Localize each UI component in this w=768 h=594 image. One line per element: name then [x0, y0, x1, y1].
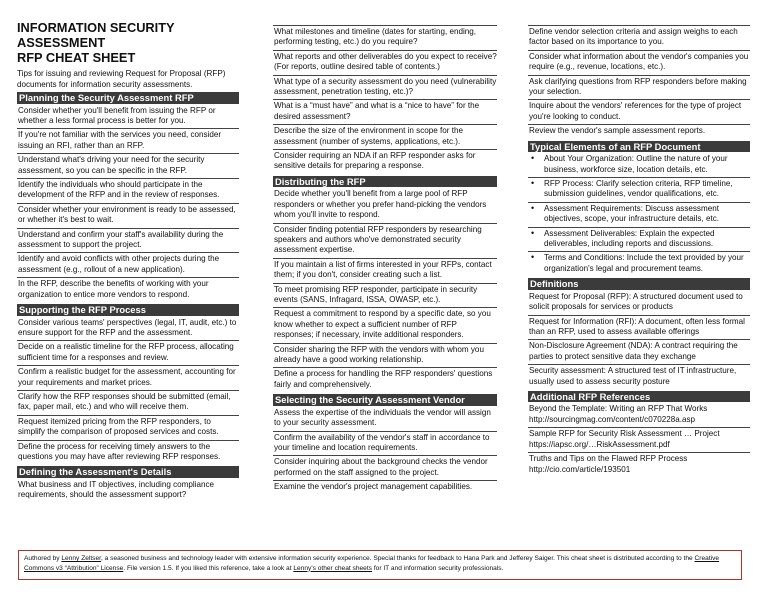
list-item: Consider what information about the vendor's companies you require (e.g., revenue, locations, etc.). — [528, 51, 750, 76]
bullet-item — [528, 203, 750, 228]
list-item: Identify and avoid conflicts with other projects during the assessment (e.g., rollout of a new application). — [17, 253, 239, 278]
bullet-icon: • — [531, 252, 535, 263]
list-item: Consider whether your environment is ready to be assessed, or whether it's best to wait. — [17, 204, 239, 229]
list-item: Confirm the availability of the vendor's staff in accordance to your timeline and location requirements. — [273, 432, 497, 457]
footer-text: . File version 1.5. If you liked this reference, take a look at — [123, 564, 294, 572]
list-item: Consider inquiring about the background checks the vendor performed on the staff assigned to the project. — [273, 456, 497, 481]
list-item: If you maintain a list of firms interested in your RFPs, contact them; if you don't, consider creating such a list. — [273, 259, 497, 284]
section-heading-defining: Defining the Assessment's Details — [17, 466, 239, 478]
list-item: Decide whether you'll benefit from a large pool of RFP responders or whether you prefer hand-picking the vendors whom you'll invite to respond. — [273, 188, 497, 223]
list-item: Consider various teams' perspectives (legal, IT, audit, etc.) to ensure support for the RFP and the assessment. — [17, 317, 239, 342]
list-item: To meet promising RFP responder, participate in security events (SANS, Infragard, ISSA, OWASP, etc.). — [273, 284, 497, 309]
bullet-text: Assessment Requirements: Discuss assessment objectives, scope, your infrastructure details, etc. — [544, 203, 719, 224]
list-item: What milestones and timeline (dates for starting, ending, performing testing, etc.) do you require? — [273, 25, 497, 51]
definition-item: Request for Proposal (RFP): A structured document used to solicit proposals for services or products — [528, 291, 750, 316]
list-item: Define a process for handling the RFP responders' questions fairly and comprehensively. — [274, 369, 493, 389]
bullet-icon: • — [531, 202, 535, 213]
list-item: Define the process for receiving timely answers to the questions you may have after reviewing RFP responses. — [18, 441, 221, 461]
section-heading-definitions: Definitions — [528, 278, 750, 290]
section-heading-typical: Typical Elements of an RFP Document — [528, 141, 750, 153]
bullet-text: RFP Process: Clarify selection criteria, RFP timeline, submission guidelines, vendor qualifications, etc. — [544, 178, 733, 199]
definition-item: Request for Information (RFI): A document, often less formal than an RFP, used to assess available offerings — [528, 316, 750, 341]
bullet-item — [528, 228, 750, 253]
list-item: Assess the expertise of the individuals the vendor will assign to your security assessment. — [273, 407, 497, 432]
page-subtitle: Tips for issuing and reviewing Request for Proposal (RFP) documents for information security assessments. — [17, 69, 226, 89]
list-item: Ask clarifying questions from RFP responders before making your selection. — [528, 76, 750, 101]
list-item: Identify the individuals who should participate in the development of the RFP and in the review of responses. — [17, 179, 239, 204]
bullet-text: Assessment Deliverables: Explain the expected deliverables, including reports and discussions. — [544, 228, 715, 248]
column-1 — [17, 20, 239, 503]
definition-item: Security assessment: A structured test of IT infrastructure, usually used to assess security posture — [529, 366, 737, 386]
list-item: Inquire about the vendors' references for the type of project you're looking to conduct. — [528, 100, 750, 125]
reference-item[interactable]: Beyond the Template: Writing an RFP That Works http://sourcingmag.com/content/c070228a.asp — [528, 403, 750, 428]
bullet-text: Terms and Conditions: Include the text provided by your organization's legal and procurement teams. — [544, 253, 744, 273]
list-item: What type of a security assessment do you need (vulnerability assessment, penetration testing, etc.)? — [273, 76, 497, 101]
list-item: What reports and other deliverables do you expect to receive? (For reports, outline desired table of contents.) — [273, 51, 497, 76]
list-item: Clarify how the RFP responses should be submitted (email, fax, paper mail, etc.) and who will receive them. — [17, 391, 239, 416]
list-item: Understand and confirm your staff's availability during the assessment to support the project. — [17, 229, 239, 254]
bullet-text: About Your Organization: Outline the nature of your business, workforce size, location details, etc. — [544, 154, 728, 174]
column-2 — [273, 25, 497, 495]
author-link[interactable]: Lenny Zeltser — [61, 555, 101, 562]
bullet-icon: • — [531, 153, 535, 164]
list-item: Review the vendor's sample assessment reports. — [529, 126, 706, 136]
other-cheat-sheets-link[interactable]: Lenny's other cheat sheets — [293, 564, 372, 572]
bullet-icon: • — [531, 177, 535, 188]
list-item: Consider finding potential RFP responders by researching speakers and authors who've demonstrated security assessment expertise. — [273, 224, 497, 259]
bullet-item — [528, 153, 750, 178]
list-item: In the RFP, describe the benefits of working with your organization to entice more vendors to respond. — [18, 279, 209, 299]
section-heading-references: Additional RFP References — [528, 391, 750, 403]
section-heading-distributing: Distributing the RFP — [273, 176, 497, 188]
list-item: Confirm a realistic budget for the assessment, accounting for your requirements and market prices. — [17, 366, 239, 391]
footer-text: , a seasoned business and technology leader with extensive information security experience. Special thanks for feedback to Hana Park and Jefferey Saiger. This cheat sheet is distributed according to the — [100, 555, 695, 562]
title-line-1: INFORMATION SECURITY ASSESSMENT — [17, 20, 175, 50]
section-heading-planning: Planning the Security Assessment RFP — [17, 92, 239, 104]
footer-text: for IT and information security professionals. — [371, 564, 504, 572]
list-item: What is a “must have” and what is a “nice to have” for the desired assessment? — [273, 100, 497, 125]
page-title — [17, 20, 239, 65]
footer-credits — [18, 550, 742, 580]
reference-item[interactable]: Sample RFP for Security Risk Assessment … Project https://iapsc.org/…RiskAssessment.pdf — [528, 428, 750, 453]
list-item: Request itemized pricing from the RFP responders, to simplify the comparison of proposed services and costs. — [17, 416, 239, 441]
list-item: Consider requiring an NDA if an RFP responder asks for sensitive details for preparing a response. — [274, 151, 476, 171]
section-heading-supporting: Supporting the RFP Process — [17, 304, 239, 316]
bullet-item — [528, 252, 750, 276]
list-item: Consider whether you'll benefit from issuing the RFP or whether a less formal process is better for you. — [17, 105, 239, 130]
reference-item[interactable]: Truths and Tips on the Flawed RFP Process http://cio.com/article/193501 — [529, 454, 688, 474]
bullet-icon: • — [531, 227, 535, 238]
list-item: What business and IT objectives, including compliance requirements, should the assessment support? — [18, 479, 215, 500]
list-item: If you're not familiar with the services you need, consider issuing an RFI, rather than an RFP. — [17, 129, 239, 154]
column-3 — [528, 25, 750, 477]
title-line-2: RFP CHEAT SHEET — [17, 50, 136, 65]
section-heading-selecting: Selecting the Security Assessment Vendor — [273, 394, 497, 406]
bullet-item — [528, 178, 750, 203]
list-item: Define vendor selection criteria and assign weighs to each factor based on its importance to you. — [528, 25, 750, 51]
footer-text: Authored by — [24, 555, 62, 562]
list-item: Understand what's driving your need for the security assessment, so you can be specific in the RFP. — [17, 154, 239, 179]
list-item: Decide on a realistic timeline for the RFP process, allocating sufficient time for a responses and review. — [17, 341, 239, 366]
list-item: Consider sharing the RFP with the vendors with whom you already have a good working relationship. — [273, 344, 497, 369]
list-item: Examine the vendor's project management capabilities. — [274, 482, 473, 492]
license-link[interactable]: Creative Commons v3 “Attribution” License — [24, 555, 720, 572]
list-item: Describe the size of the environment in scope for the assessment (number of systems, applications, etc.). — [273, 125, 497, 150]
definition-item: Non-Disclosure Agreement (NDA): A contract requiring the parties to protect sensitive data they exchange — [528, 340, 750, 365]
list-item: Request a commitment to respond by a specific date, so you know whether to expect a sufficient number of RFP responses; if necessary, invite additional responders. — [273, 308, 497, 343]
